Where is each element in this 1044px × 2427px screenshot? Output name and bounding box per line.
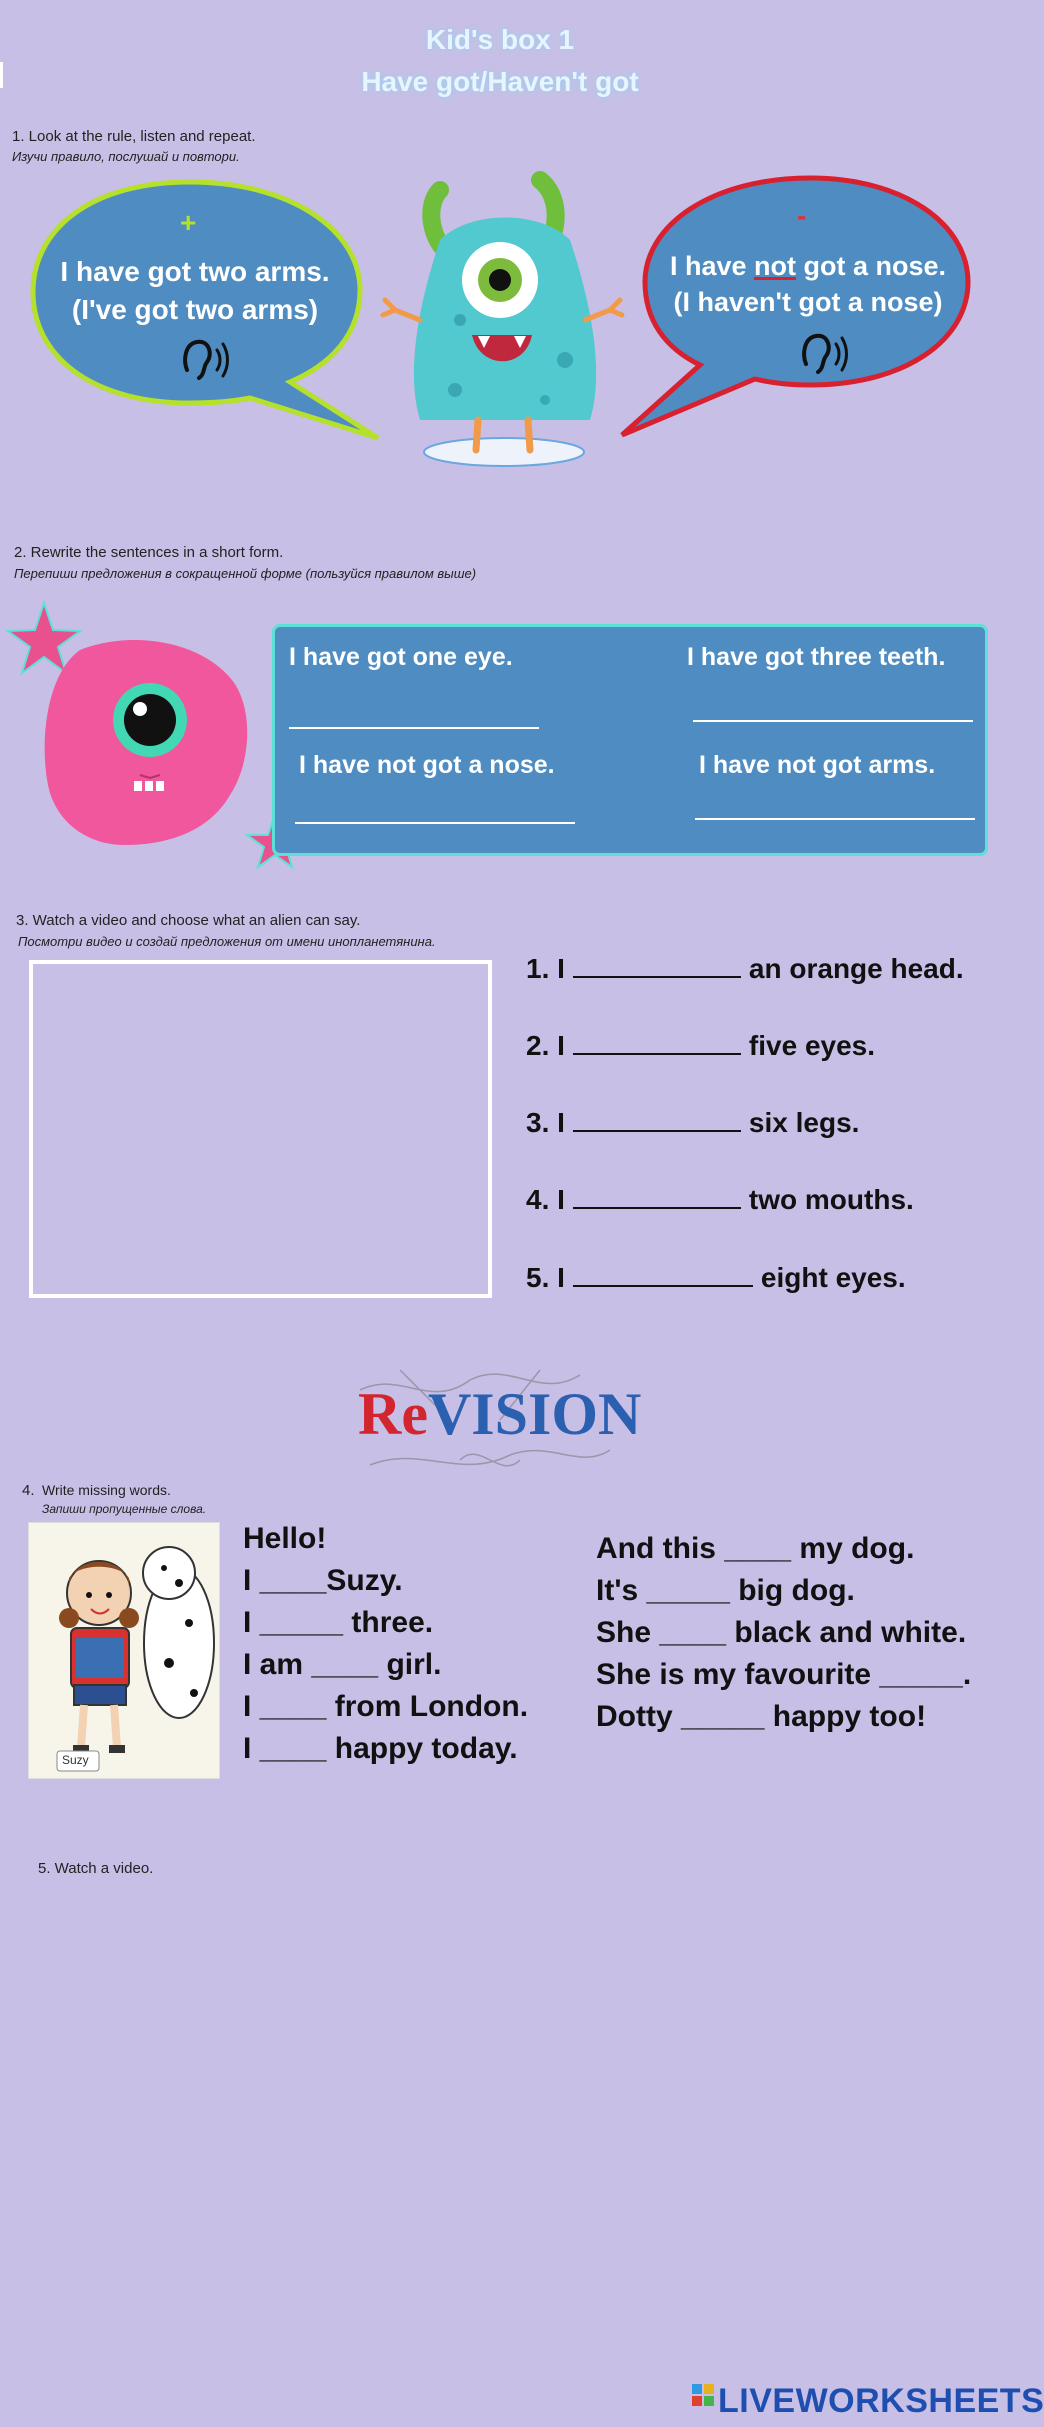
exercise3-item-3: 3. I six legs. [526, 1107, 860, 1138]
exercise4-number: 4. [22, 1482, 35, 1499]
text-line: She ____ black and white. [596, 1616, 967, 1649]
negative-line-2: (I haven't got a nose) [673, 287, 943, 318]
worksheet-title: Kid's box 1 [425, 24, 575, 55]
edge-marker [0, 62, 3, 88]
blank-field[interactable] [573, 1263, 753, 1287]
positive-sign: + [180, 207, 197, 238]
answer-field-3[interactable] [295, 822, 575, 824]
exercise4-right-column [596, 1528, 971, 1738]
monster-pink [0, 595, 300, 875]
exercise3-item-5: 5. I eight eyes. [526, 1262, 906, 1293]
ear-audio-icon[interactable] [792, 326, 848, 382]
blank-field[interactable] [573, 1108, 741, 1132]
monster-cyan [383, 180, 622, 466]
positive-line-2: (I've got two arms) [71, 293, 319, 325]
liveworksheets-logo[interactable]: LIVEWORKSHEETS [718, 2382, 1044, 2420]
positive-line-1: I have got two arms. [60, 256, 330, 287]
sentence-3: I have not got a nose. [299, 751, 555, 779]
text-line: I ____ happy today. [243, 1732, 518, 1765]
suzy-picture [28, 1522, 220, 1779]
sentence-2: I have got three teeth. [687, 643, 946, 671]
text-line: I _____ three. [243, 1606, 434, 1639]
exercise2-panel [272, 624, 988, 856]
answer-field-2[interactable] [693, 720, 973, 722]
exercise3-item-1: 1. I an orange head. [526, 953, 964, 984]
exercise1-instruction: 1. Look at the rule, listen and repeat. [12, 128, 256, 145]
worksheet-subtitle: Have got/Haven't got [361, 66, 639, 97]
negative-sign: - [797, 200, 807, 231]
negative-rule-text [652, 248, 964, 321]
video-player[interactable] [29, 960, 492, 1298]
exercise5-instruction: 5. Watch a video. [38, 1860, 154, 1877]
sentence-1: I have got one eye. [289, 643, 513, 671]
exercise2-instruction-ru: Перепиши предложения в сокращенной форме (пользуйся правилом выше) [14, 566, 477, 581]
text-line: I am ____ girl. [243, 1648, 442, 1681]
not-word: not [754, 251, 796, 281]
text-line: I ____Suzy. [243, 1564, 403, 1597]
blank-field[interactable] [573, 954, 741, 978]
blank-field[interactable] [573, 1185, 741, 1209]
text-line: Dotty _____ happy too! [596, 1700, 927, 1733]
exercise4-instruction-ru: Запиши пропущенные слова. [42, 1502, 207, 1516]
exercise3-item-2: 2. I five eyes. [526, 1030, 876, 1061]
ear-audio-icon[interactable] [173, 332, 229, 388]
text-line: I ____ from London. [243, 1690, 529, 1723]
text-line: She is my favourite _____. [596, 1658, 972, 1691]
text-line: It's _____ big dog. [596, 1574, 855, 1607]
exercise3-item-4: 4. I two mouths. [526, 1184, 914, 1215]
text-line: Hello! [243, 1522, 327, 1555]
picture-label: Suzy [62, 1753, 89, 1767]
blank-field[interactable] [573, 1031, 741, 1055]
text-line: And this ____ my dog. [596, 1532, 915, 1565]
positive-rule-text [40, 253, 350, 329]
exercise1-instruction-ru: Изучи правило, послушай и повтори. [12, 149, 240, 164]
exercise3-instruction-ru: Посмотри видео и создай предложения от имени инопланетянина. [18, 934, 436, 949]
exercise3-instruction: 3. Watch a video and choose what an alien can say. [16, 912, 361, 929]
liveworksheets-logo-icon [692, 2384, 716, 2408]
exercise4-left-column [243, 1518, 528, 1770]
suzy-and-dog-illustration [29, 1523, 219, 1778]
sentence-4: I have not got arms. [699, 751, 936, 779]
negative-line-1: I have not got a nose. [669, 251, 947, 281]
revision-heading: ReVISION [358, 1381, 642, 1447]
answer-field-4[interactable] [695, 818, 975, 820]
exercise4-instruction: Write missing words. [42, 1482, 171, 1498]
exercise2-instruction: 2. Rewrite the sentences in a short form. [14, 544, 284, 561]
answer-field-1[interactable] [289, 727, 539, 729]
